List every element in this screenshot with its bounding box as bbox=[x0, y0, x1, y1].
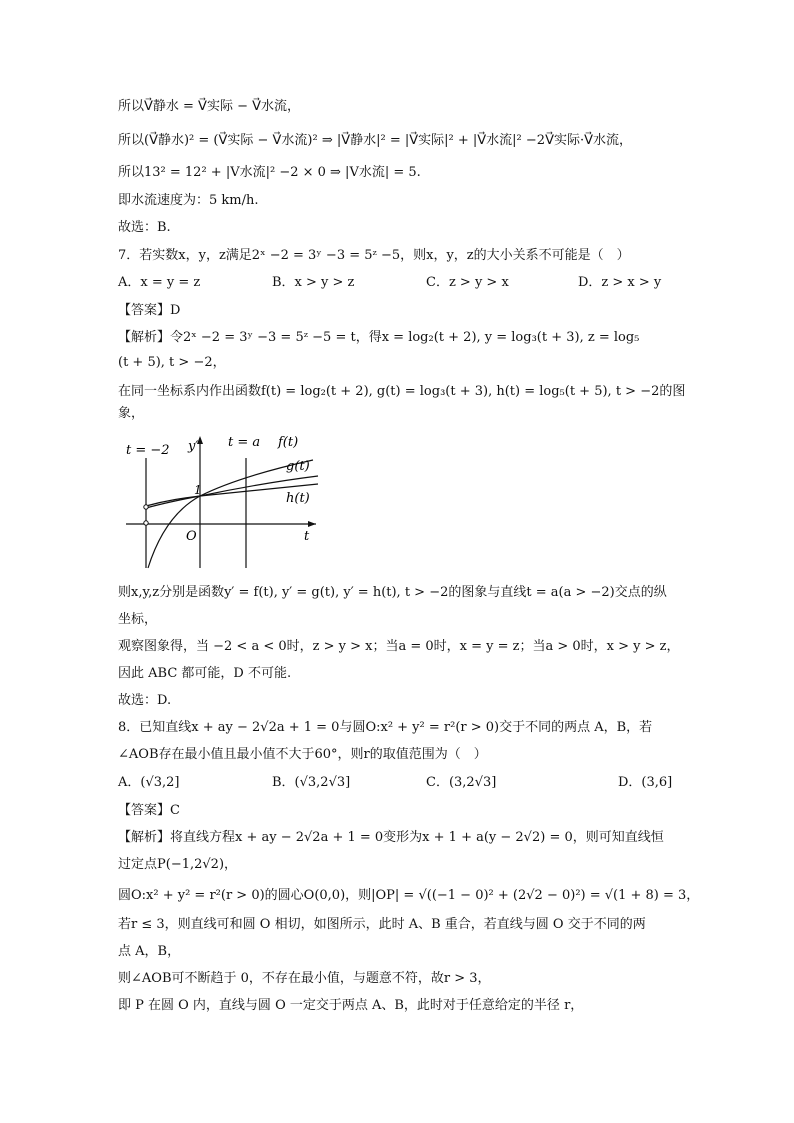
text-line: 圆O:x² + y² = r²(r > 0)的圆心O(0,0)，则|OP| = √((−1 − 0)² + (2√2 − 0)²) = √(1 + 8) = 3， bbox=[118, 888, 700, 903]
text-line: ∠AOB存在最小值且最小值不大于60°，则r的取值范围为（ ） bbox=[118, 747, 487, 762]
option-b: B．(√3,2√3] bbox=[272, 775, 351, 790]
text-line: 在同一坐标系内作出函数f(t) = log₂(t + 2), g(t) = log₃(t + 3), h(t) = log₅(t + 5), t > −2的图 bbox=[118, 384, 686, 399]
graph-svg bbox=[118, 430, 328, 570]
text-line: 即水流速度为：5 km/h. bbox=[118, 193, 259, 208]
text-line: (t + 5), t > −2， bbox=[118, 355, 226, 370]
open-point-lower bbox=[144, 521, 148, 525]
t-axis-arrow bbox=[308, 521, 316, 527]
text-line: 即 P 在圆 O 内，直线与圆 O 一定交于两点 A、B，此时对于任意给定的半径 r， bbox=[118, 998, 584, 1013]
question-8: 8．已知直线x + ay − 2√2a + 1 = 0与圆O:x² + y² = r²(r > 0)交于不同的两点 A，B，若 bbox=[118, 720, 653, 735]
label-g: g(t) bbox=[286, 459, 310, 474]
option-c: C．z > y > x bbox=[426, 275, 509, 290]
option-d: D．(3,6] bbox=[618, 775, 673, 790]
text-line: 所以V⃗静水 = V⃗实际 − V⃗水流， bbox=[118, 99, 300, 114]
option-b: B．x > y > z bbox=[272, 275, 355, 290]
label-origin: O bbox=[186, 529, 197, 544]
open-point-upper bbox=[144, 505, 148, 509]
text-line: 因此 ABC 都可能，D 不可能. bbox=[118, 666, 292, 681]
text-line: 则∠AOB可不断趋于 0，不存在最小值，与题意不符，故r > 3， bbox=[118, 971, 491, 986]
text-line: 故选：D. bbox=[118, 693, 172, 708]
label-t-axis: t bbox=[304, 529, 310, 544]
answer-line: 【答案】C bbox=[118, 803, 180, 818]
option-d: D．z > x > y bbox=[578, 275, 662, 290]
label-t-minus-2: t = −2 bbox=[126, 443, 170, 458]
text-line: 象， bbox=[118, 406, 145, 421]
text-line: 则x,y,z分别是函数y′ = f(t), y′ = g(t), y′ = h(t), t > −2的图象与直线t = a(a > −2)交点的纵 bbox=[118, 585, 667, 600]
function-graph bbox=[118, 430, 328, 574]
question-7: 7．若实数x，y，z满足2ˣ −2 = 3ʸ −3 = 5ᶻ −5，则x，y，z的大小关系不可能是（ ） bbox=[118, 248, 630, 263]
label-one: 1 bbox=[194, 483, 202, 497]
text-line: 故选：B. bbox=[118, 220, 171, 235]
text-line: 若r ≤ 3，则直线可和圆 O 相切，如图所示，此时 A、B 重合，若直线与圆 O 交于不同的两 bbox=[118, 917, 646, 932]
analysis-line: 【解析】将直线方程x + ay − 2√2a + 1 = 0变形为x + 1 + a(y − 2√2) = 0，则可知直线恒 bbox=[118, 830, 664, 845]
label-t-a: t = a bbox=[228, 435, 261, 450]
label-h: h(t) bbox=[286, 491, 310, 506]
text-line: 所以13² = 12² + |V水流|² −2 × 0 ⇒ |V水流| = 5. bbox=[118, 165, 421, 180]
label-f: f(t) bbox=[278, 435, 299, 450]
option-c: C．(3,2√3] bbox=[426, 775, 497, 790]
curve-f bbox=[148, 460, 313, 568]
label-yprime: y′ bbox=[188, 439, 199, 454]
analysis-line: 【解析】令2ˣ −2 = 3ʸ −3 = 5ᶻ −5 = t，得x = log₂(t + 2), y = log₃(t + 3), z = log₅ bbox=[118, 330, 640, 345]
answer-line: 【答案】D bbox=[118, 303, 181, 318]
text-line: 所以(V⃗静水)² = (V⃗实际 − V⃗水流)² ⇒ |V⃗静水|² = |V⃗实际|² + |V⃗水流|² −2V⃗实际·V⃗水流， bbox=[118, 133, 632, 148]
text-line: 坐标， bbox=[118, 612, 158, 627]
text-line: 过定点P(−1,2√2)， bbox=[118, 857, 238, 872]
text-line: 观察图象得，当 −2 < a < 0时，z > y > x；当a = 0时，x = y = z；当a > 0时，x > y > z， bbox=[118, 639, 680, 654]
option-a: A．x = y = z bbox=[118, 275, 201, 290]
text-line: 点 A，B， bbox=[118, 944, 181, 959]
option-a: A．(√3,2] bbox=[118, 775, 180, 790]
